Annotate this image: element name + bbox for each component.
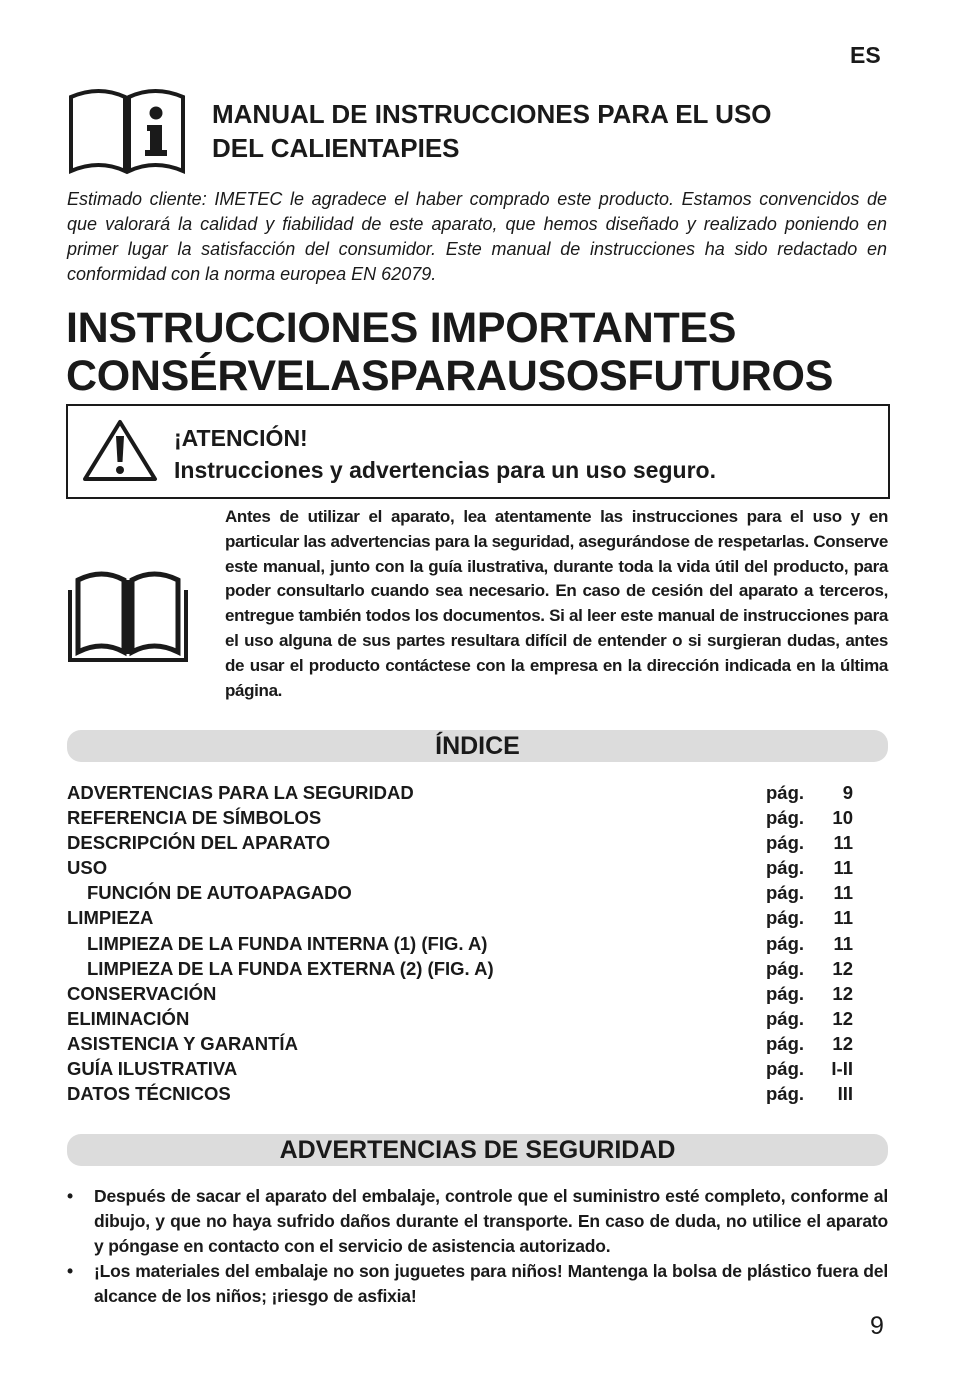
toc-page-number: 10 [832,807,853,829]
toc-pag-label: pág. [766,957,805,979]
info-manual-icon [67,87,187,175]
toc-page-number: 11 [833,882,853,904]
read-instructions-notice: Antes de utilizar el aparato, lea atentamente las instrucciones para el uso y en particular las advertencias para la seguridad, asegurándose de respetarlas. Conserve este manual, junto con la guía ilustrativa, durante toda la vida útil del producto, para poder consultarlo cuando sea necesario. En caso de cesión del aparato a terceros, entregue también todos los documentos. Si al leer este manual de instrucciones para el uso alguna de sus partes resultara difícil de entender o si surgieran dudas, antes de usar el producto contáctese con la empresa en la dirección indicada en la última página. [225,507,888,700]
toc-entry [67,830,857,855]
toc-pag-label: pág. [766,832,805,854]
toc-pag-label: pág. [766,1058,805,1080]
toc-entry-label: LIMPIEZA DE LA FUNDA INTERNA (1) (FIG. A) [87,932,488,954]
toc-entry-label: GUÍA ILUSTRATIVA [67,1058,238,1080]
safety-bullet-item [67,1184,888,1259]
attention-box [66,404,890,499]
toc-entry-label: DESCRIPCIÓN DEL APARATO [67,832,331,854]
important-instructions-heading [66,304,833,400]
manual-title-line2: DEL CALIENTAPIES [212,133,460,163]
toc-page-number: 11 [833,907,853,929]
toc-entry-label: USO [67,857,108,879]
toc-pag-label: pág. [766,907,805,929]
open-book-icon [66,560,190,664]
intro-paragraph: Estimado cliente: IMETEC le agradece el haber comprado este producto. Estamos convencidos de que valorará la calidad y fiabilidad de este aparato, que hemos diseñado y realizado poniendo en primer lugar la satisfacción del consumidor. Este manual de instrucciones ha sido redactado en conformidad con la norma europea EN 62079. [67,189,887,284]
toc-page-number: I-II [831,1058,853,1080]
toc-pag-label: pág. [766,932,805,954]
index-title: ÍNDICE [435,732,520,760]
toc-entry-label: CONSERVACIÓN [67,982,217,1004]
manual-title [212,97,772,165]
attention-subtitle: Instrucciones y advertencias para un uso seguro. [174,457,716,483]
toc-entry [67,1056,857,1081]
toc-entry [67,780,857,805]
toc-page-number: III [837,1083,853,1105]
safety-bullet-list [67,1184,888,1309]
warning-triangle-icon [82,418,158,482]
toc-pag-label: pág. [766,807,805,829]
important-heading-line1: INSTRUCCIONES IMPORTANTES [66,304,737,352]
toc-pag-label: pág. [766,1083,805,1105]
toc-pag-label: pág. [766,1007,805,1029]
safety-bullet-item [67,1259,888,1309]
manual-title-line1: MANUAL DE INSTRUCCIONES PARA EL USO [212,99,772,129]
toc-entry-label: FUNCIÓN DE AUTOAPAGADO [87,882,352,904]
safety-bullet-text: ¡Los materiales del embalaje no son juguetes para niños! Mantenga la bolsa de plástico fuera del alcance de los niños; ¡riesgo de asfixia! [94,1261,888,1306]
attention-title: ¡ATENCIÓN! [174,425,308,451]
page-number: 9 [870,1312,884,1340]
important-heading-line2: CONSÉRVELASPARAUSOSFUTUROS [66,352,834,400]
toc-entry [67,931,857,956]
toc-entry [67,981,857,1006]
toc-entry [67,1031,857,1056]
toc-pag-label: pág. [766,1032,805,1054]
toc-page-number: 11 [833,932,853,954]
toc-page-number: 12 [832,982,853,1004]
safety-bullet-text: Después de sacar el aparato del embalaje, controle que el suministro esté completo, conforme al dibujo, y que no haya sufrido daños durante el transporte. En caso de duda, no utilice el aparato y póngase en contacto con el servicio de asistencia autorizado. [94,1186,888,1256]
toc-entry [67,1081,857,1106]
toc-page-number: 11 [833,857,853,879]
toc-pag-label: pág. [766,782,805,803]
bullet-dot: • [67,1186,73,1206]
toc-entry-label: ELIMINACIÓN [67,1007,190,1029]
toc-pag-label: pág. [766,857,805,879]
safety-header-bar [67,1134,888,1166]
toc-entry-label: ASISTENCIA Y GARANTÍA [67,1032,298,1054]
toc-entry [67,1006,857,1031]
bullet-dot: • [67,1261,73,1281]
toc-entry [67,805,857,830]
toc-entry-label: DATOS TÉCNICOS [67,1083,231,1105]
toc-entry-label: ADVERTENCIAS PARA LA SEGURIDAD [67,782,414,803]
index-header-bar [67,730,888,762]
toc-page-number: 9 [842,782,853,803]
toc-entry [67,905,857,930]
toc-entry-label: LIMPIEZA DE LA FUNDA EXTERNA (2) (FIG. A) [87,957,494,979]
toc-entry-label: LIMPIEZA [67,907,154,929]
toc-page-number: 12 [832,1007,853,1029]
toc-page-number: 12 [832,1032,853,1054]
toc-pag-label: pág. [766,882,805,904]
toc-entry [67,880,857,905]
table-of-contents [67,780,857,1106]
toc-entry [67,956,857,981]
safety-title: ADVERTENCIAS DE SEGURIDAD [279,1136,676,1164]
language-code: ES [850,42,881,68]
toc-entry [67,855,857,880]
toc-entry-label: REFERENCIA DE SÍMBOLOS [67,807,322,829]
toc-page-number: 12 [832,957,853,979]
toc-pag-label: pág. [766,982,805,1004]
toc-page-number: 11 [833,832,853,854]
